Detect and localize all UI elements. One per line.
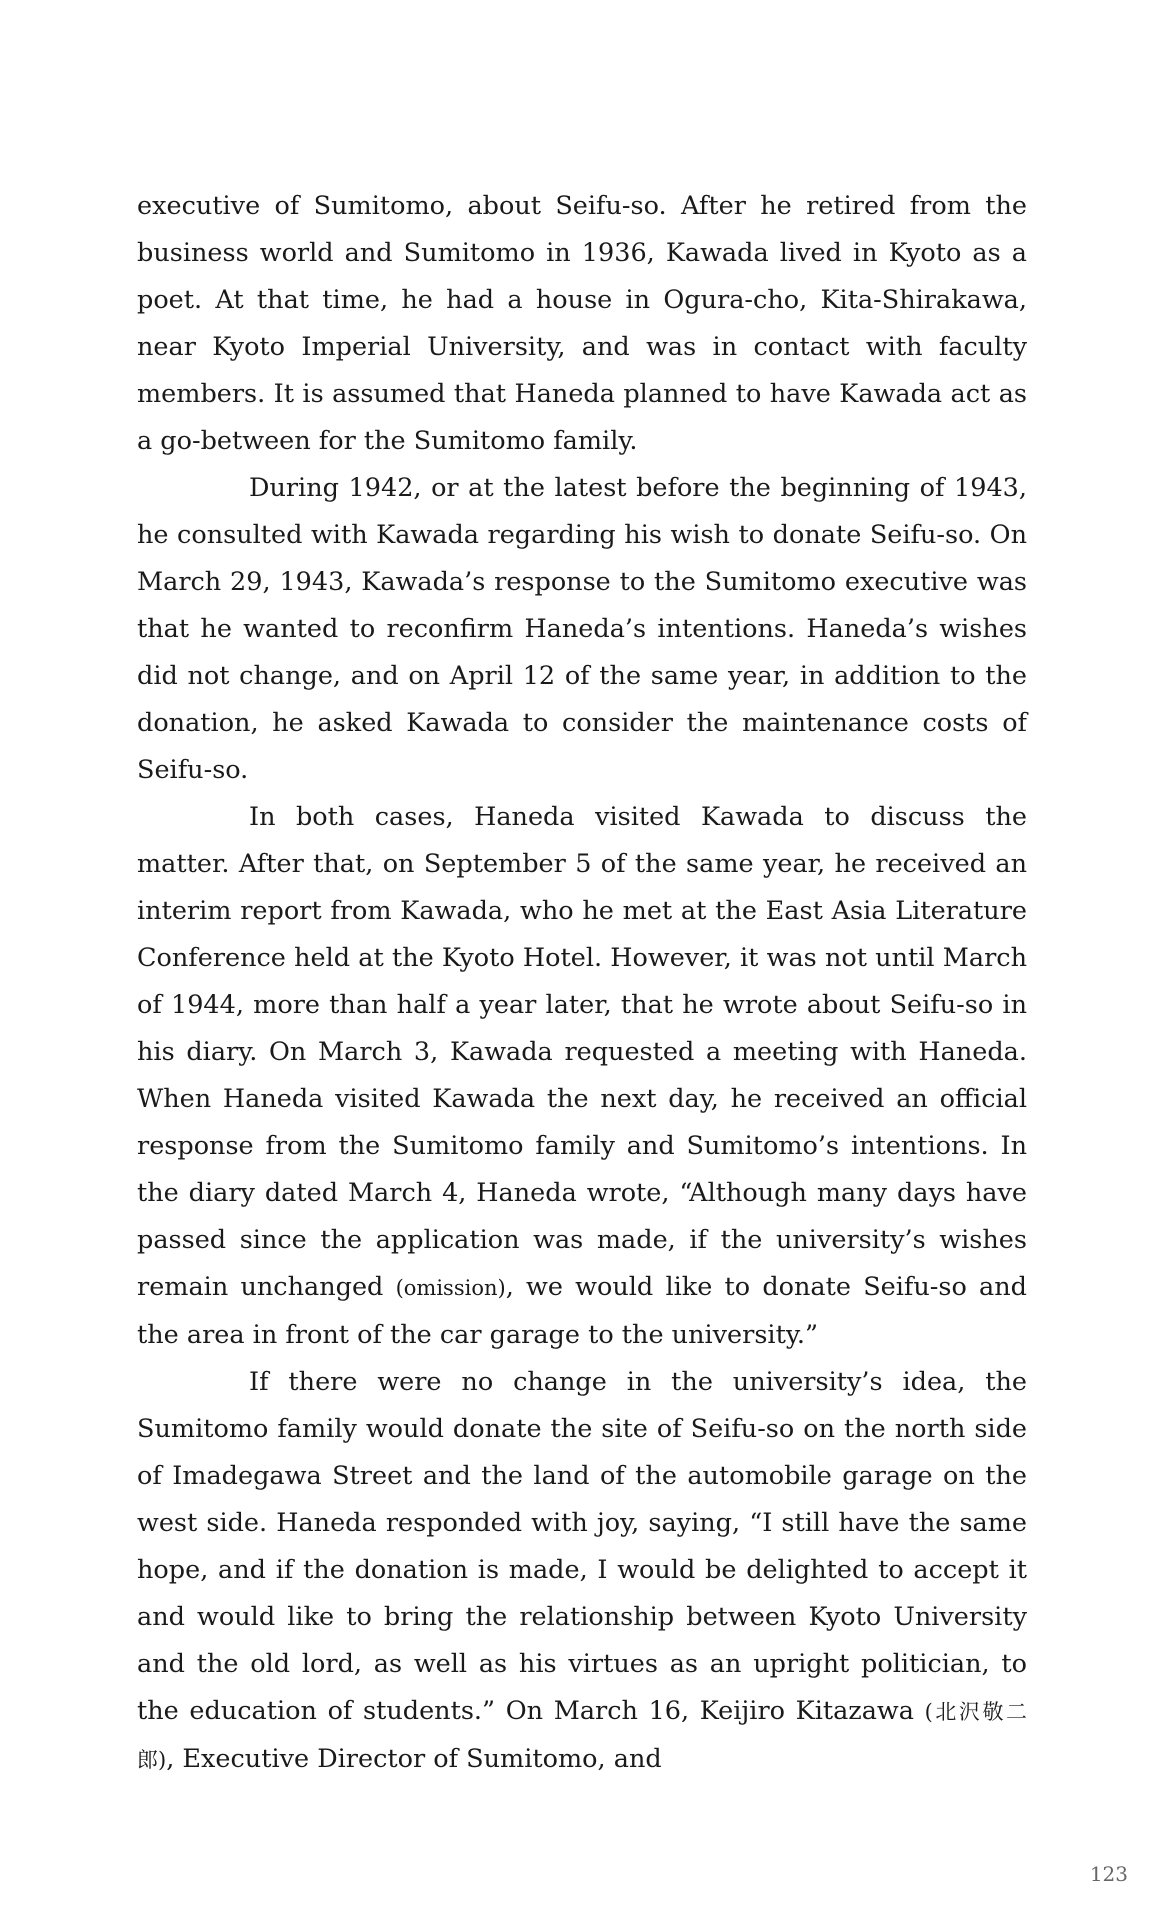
paragraph-3 <box>137 794 1027 1359</box>
paragraph-4-text-after: , Executive Director of Sumitomo, and <box>166 1744 662 1774</box>
paragraph-4 <box>137 1359 1027 1784</box>
kanji-name-note: (北沢敬二郎) <box>137 1700 1028 1772</box>
omission-note: (omission) <box>395 1276 506 1300</box>
paragraph-1: executive of Sumitomo, about Seifu-so. After he retired from the business world and Sumitomo in 1936, Kawada lived in Kyoto as a poet. At that time, he had a house in Ogura-cho, Kita-Shirakawa, near Kyoto Imperial University, and was in contact with faculty members. It is assumed that Haneda planned to have Kawada act as a go-between for the Sumitomo family. <box>137 191 1027 456</box>
paragraph-3-text-after: , we would like to donate Seifu-so and the area in front of the car garage to the university.” <box>137 1272 1027 1350</box>
paragraph-2: During 1942, or at the latest before the beginning of 1943, he consulted with Kawada regarding his wish to donate Seifu-so. On March 29, 1943, Kawada’s response to the Sumitomo executive was that he wanted to reconfirm Haneda’s intentions. Haneda’s wishes did not change, and on April 12 of the same year, in addition to the donation, he asked Kawada to consider the maintenance costs of Seifu-so. <box>137 473 1027 785</box>
body-text <box>137 183 1027 1784</box>
paragraph-4-text-before: If there were no change in the university’s idea, the Sumitomo family would donate the site of Seifu-so on the north side of Imadegawa Street and the land of the automobile garage on the west side. Haneda responded with joy, saying, “I still have the same hope, and if the donation is made, I would be delighted to accept it and would like to bring the relationship between Kyoto University and the old lord, as well as his virtues as an upright politician, to the education of students.” On March 16, Keijiro Kitazawa <box>137 1367 1027 1726</box>
paragraph-3-text-before: In both cases, Haneda visited Kawada to discuss the matter. After that, on September 5 of the same year, he received an interim report from Kawada, who he met at the East Asia Literature Conference held at the Kyoto Hotel. However, it was not until March of 1944, more than half a year later, that he wrote about Seifu-so in his diary. On March 3, Kawada requested a meeting with Haneda. When Haneda visited Kawada the next day, he received an official response from the Sumitomo family and Sumitomo’s intentions. In the diary dated March 4, Haneda wrote, “Although many days have passed since the application was made, if the university’s wishes remain unchanged <box>137 802 1027 1302</box>
page-number: 123 <box>1089 1862 1128 1886</box>
